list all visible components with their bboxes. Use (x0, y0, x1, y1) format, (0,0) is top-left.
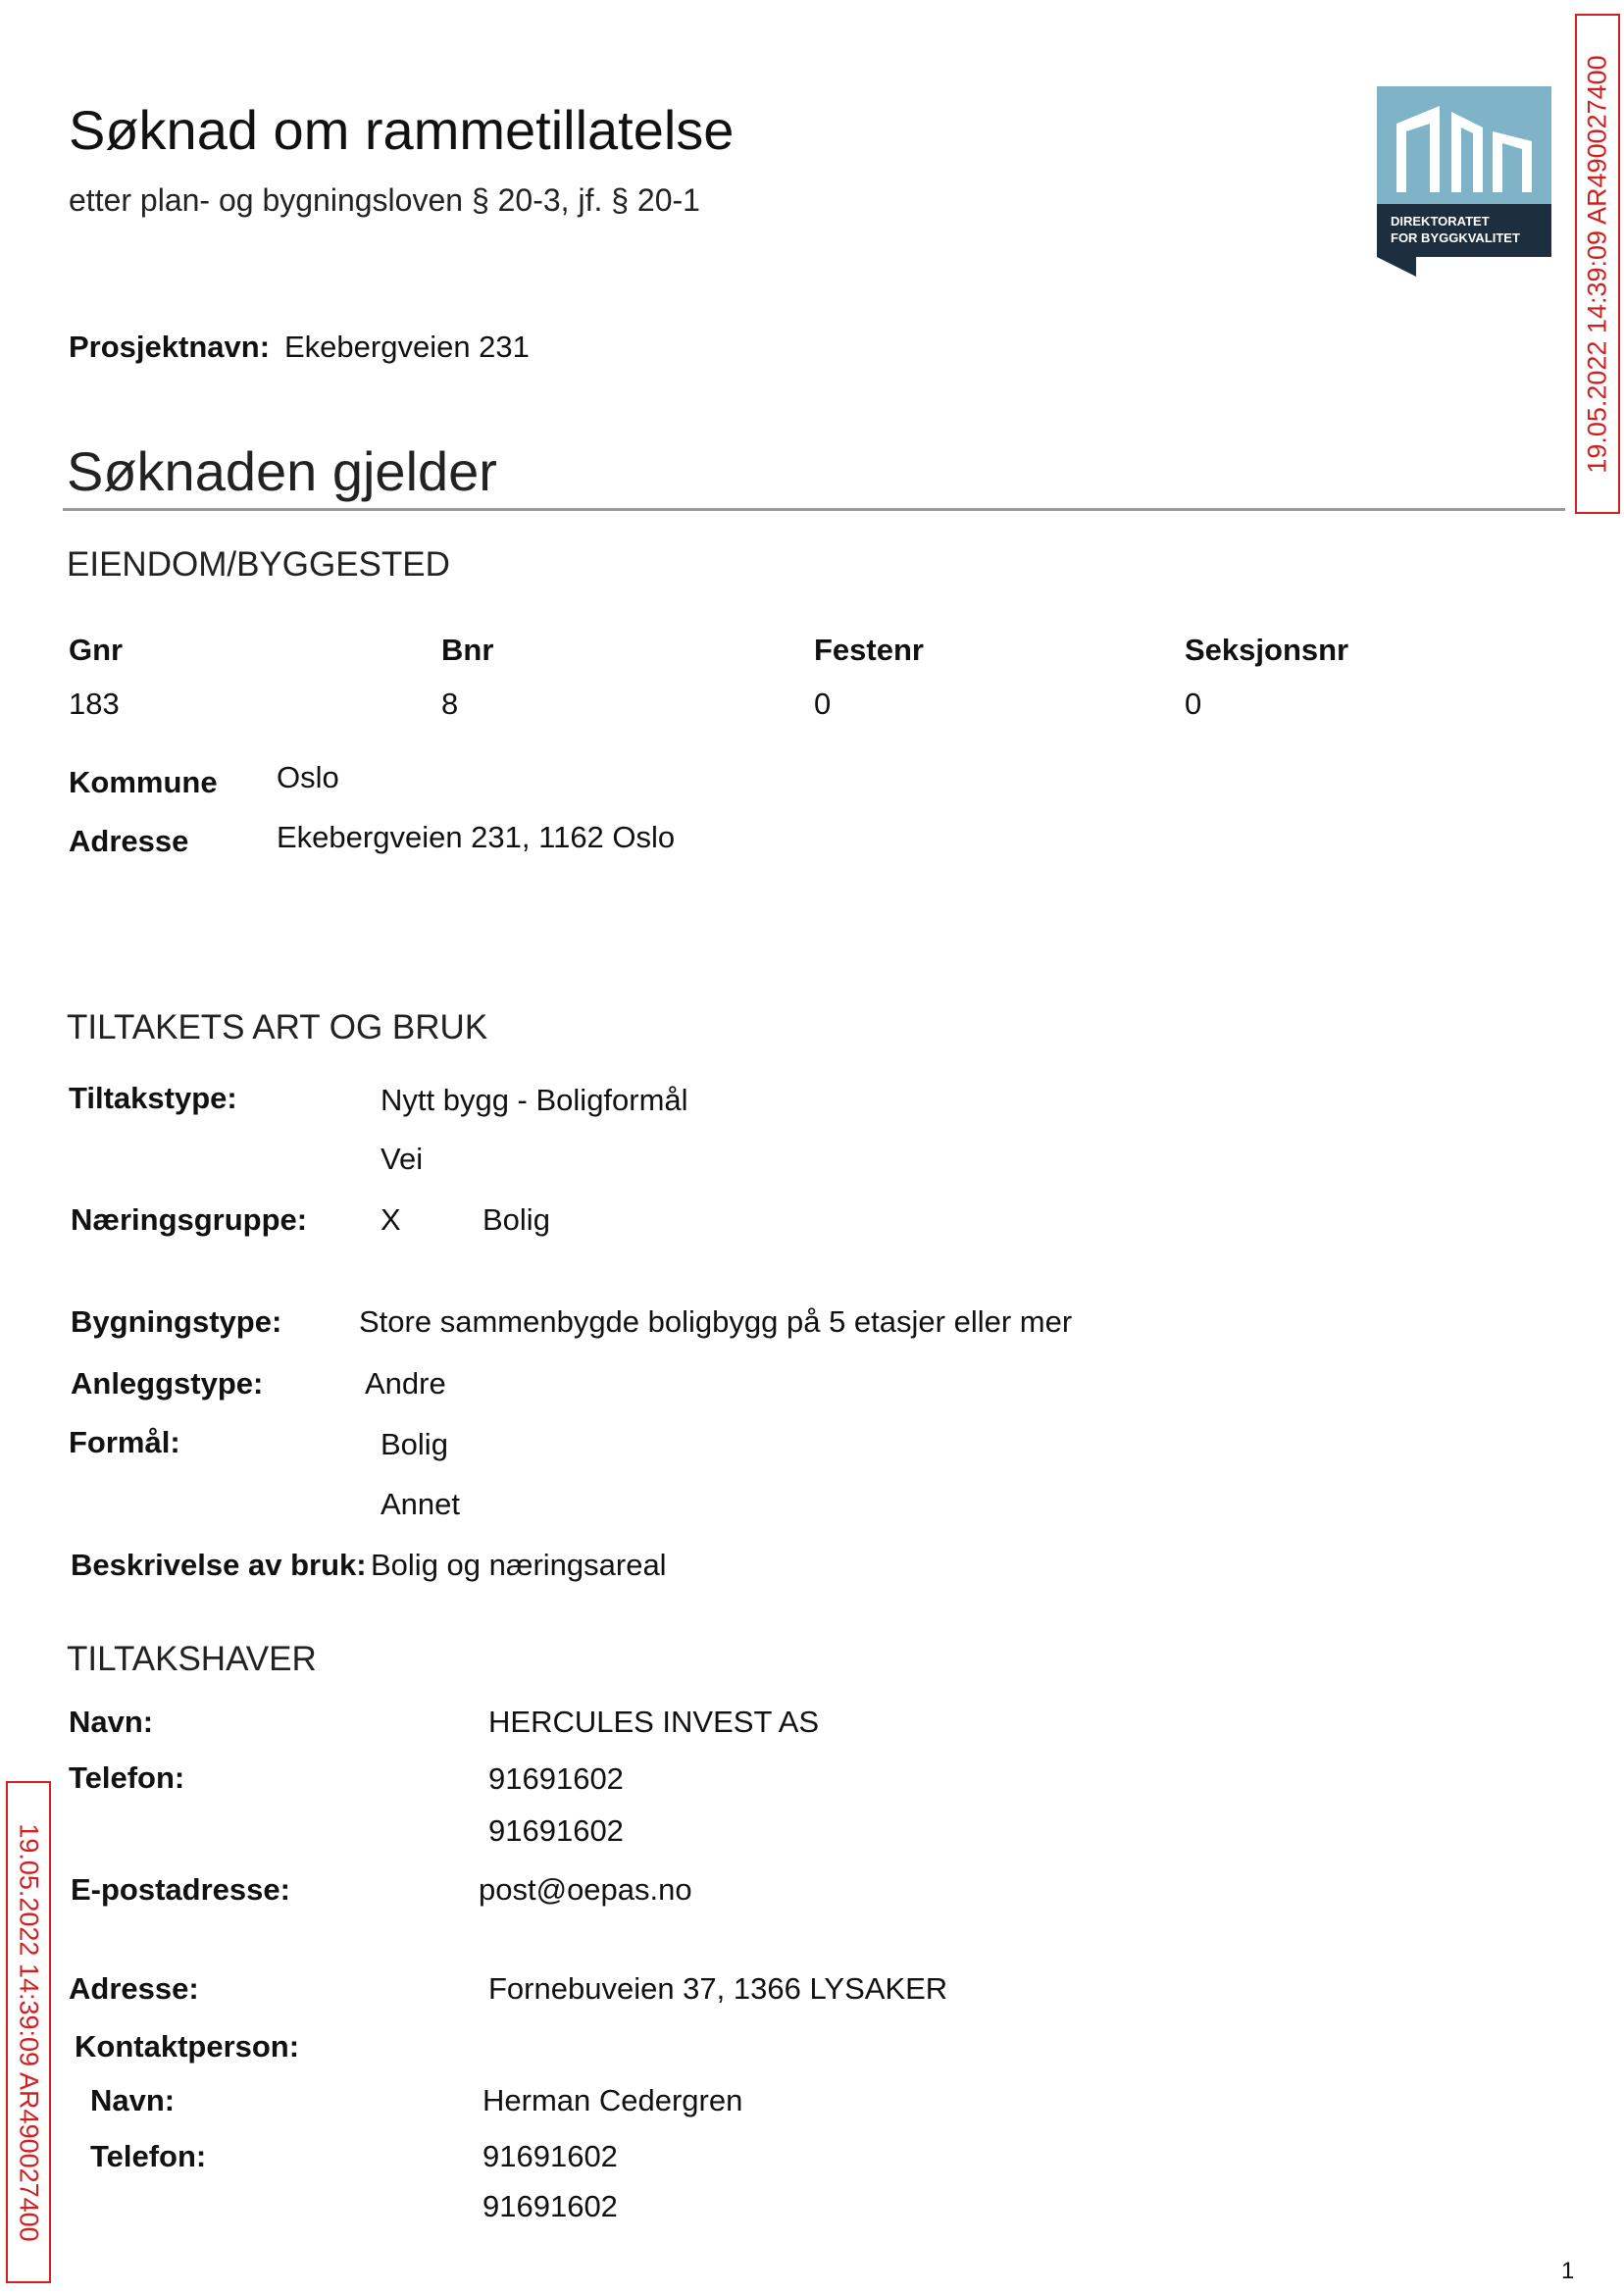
kontakt-telefon-value-1: 91691602 (482, 2139, 618, 2173)
naeringsgruppe-code: X (381, 1202, 401, 1237)
tiltakstype-value-2: Vei (381, 1142, 424, 1176)
kommune-value: Oslo (277, 760, 339, 794)
epost-value: post@oepas.no (479, 1872, 692, 1907)
kontakt-telefon-value-2: 91691602 (482, 2189, 618, 2223)
tiltakstype-label: Tiltakstype: (69, 1081, 237, 1115)
tiltakshaver-navn-label: Navn: (69, 1705, 154, 1739)
seksjonsnr-label: Seksjonsnr (1185, 633, 1349, 667)
kontakt-telefon-label: Telefon: (90, 2139, 207, 2173)
tiltakshaver-adresse-value: Fornebuveien 37, 1366 LYSAKER (488, 1971, 948, 2006)
logo-line-1: DIREKTORATET (1391, 214, 1490, 229)
anleggstype-value: Andre (365, 1366, 446, 1401)
beskrivelse-value: Bolig og næringsareal (371, 1548, 667, 1582)
tiltakshaver-adresse-label: Adresse: (69, 1971, 199, 2006)
seksjonsnr-value: 0 (1185, 687, 1202, 721)
kontaktperson-label: Kontaktperson: (75, 2029, 300, 2064)
section-heading-soknad: Søknaden gjelder (67, 440, 497, 502)
receipt-stamp-text: 19.05.2022 14:39:09 AR490027400 (14, 1822, 44, 2242)
festenr-label: Festenr (814, 633, 924, 667)
anleggstype-label: Anleggstype: (71, 1366, 264, 1401)
section-heading-eiendom: EIENDOM/BYGGESTED (67, 545, 450, 584)
tiltakshaver-telefon-value-1: 91691602 (488, 1761, 624, 1796)
section-heading-tiltakshaver: TILTAKSHAVER (67, 1640, 317, 1678)
formal-value-1: Bolig (381, 1427, 448, 1461)
festenr-value: 0 (814, 687, 832, 721)
adresse-value: Ekebergveien 231, 1162 Oslo (277, 820, 676, 854)
receipt-stamp-left (6, 1781, 51, 2283)
project-value: Ekebergveien 231 (284, 330, 530, 364)
kontakt-navn-value: Herman Cedergren (482, 2083, 743, 2117)
gnr-value: 183 (69, 687, 120, 721)
receipt-stamp-right (1575, 14, 1620, 514)
bygningstype-label: Bygningstype: (71, 1304, 282, 1339)
document-subtitle: etter plan- og bygningsloven § 20-3, jf. § 20-1 (69, 182, 700, 218)
tiltakshaver-navn-value: HERCULES INVEST AS (488, 1705, 820, 1739)
section-heading-tiltak: TILTAKETS ART OG BRUK (67, 1008, 488, 1046)
adresse-label: Adresse (69, 824, 189, 858)
formal-label: Formål: (69, 1425, 180, 1459)
bygningstype-value: Store sammenbygde boligbygg på 5 etasjer eller mer (359, 1304, 1073, 1339)
kommune-label: Kommune (69, 765, 218, 799)
tiltakshaver-telefon-label: Telefon: (69, 1760, 185, 1795)
beskrivelse-label: Beskrivelse av bruk: (71, 1548, 367, 1582)
document-title: Søknad om rammetillatelse (69, 99, 735, 161)
naeringsgruppe-value: Bolig (482, 1202, 550, 1237)
formal-value-2: Annet (381, 1487, 461, 1521)
logo-line-2: FOR BYGGKVALITET (1391, 230, 1520, 245)
page-number: 1 (1561, 2258, 1575, 2284)
kontakt-navn-label: Navn: (90, 2083, 176, 2117)
receipt-stamp-text: 19.05.2022 14:39:09 AR490027400 (1582, 54, 1612, 474)
epost-label: E-postadresse: (71, 1872, 290, 1907)
project-label: Prosjektnavn: (69, 330, 271, 364)
gnr-label: Gnr (69, 633, 124, 667)
dibk-logo (1377, 86, 1551, 279)
naeringsgruppe-label: Næringsgruppe: (71, 1202, 308, 1237)
tiltakstype-value-1: Nytt bygg - Boligformål (381, 1083, 688, 1117)
heading-rule (63, 508, 1565, 511)
bnr-label: Bnr (441, 633, 494, 667)
bnr-value: 8 (441, 687, 459, 721)
tiltakshaver-telefon-value-2: 91691602 (488, 1813, 624, 1848)
